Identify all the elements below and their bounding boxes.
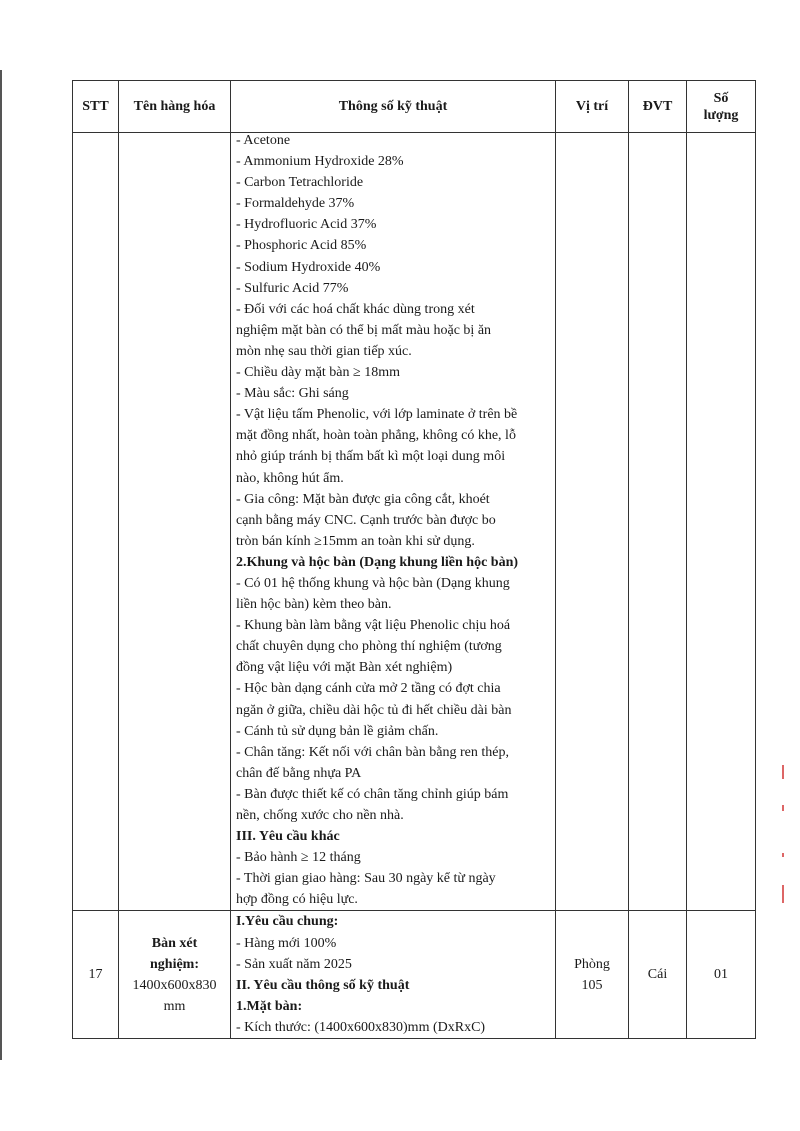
- row1-spec-line: ngăn ở giữa, chiều dài hộc tủ đi hết chiều dài bàn: [236, 702, 512, 718]
- row1-spec: [231, 133, 556, 911]
- table-row: [73, 911, 756, 1039]
- row1-spec-line: - Chiều dày mặt bàn ≥ 18mm: [236, 365, 400, 381]
- row1-spec-line: - Chân tăng: Kết nối với chân bàn bằng ren thép,: [236, 744, 509, 760]
- row2-stt: 17: [73, 911, 119, 1039]
- row1-spec-line: nhỏ giúp tránh bị thấm bất kì một loại dung môi: [236, 449, 506, 465]
- row1-spec-line: tròn bán kính ≥15mm an toàn khi sử dụng.: [236, 533, 475, 549]
- spec-table: [72, 80, 756, 1039]
- row1-spec-line: - Hydrofluoric Acid 37%: [236, 217, 377, 233]
- row2-spec-line: I.Yêu cầu chung:: [236, 914, 339, 930]
- header-qty-line2: lượng: [703, 107, 739, 123]
- row1-location: [556, 133, 629, 911]
- row2-spec: [231, 911, 556, 1039]
- row2-location-line1: Phòng: [574, 956, 610, 972]
- row1-spec-line: chất chuyên dụng cho phòng thí nghiệm (tương: [236, 639, 502, 655]
- row1-spec-line: - Gia công: Mặt bàn được gia công cắt, khoét: [236, 491, 490, 507]
- row2-spec-line: 1.Mặt bàn:: [236, 998, 303, 1014]
- row1-spec-line: mòn nhẹ sau thời gian tiếp xúc.: [236, 343, 412, 359]
- row1-spec-line: - Khung bàn làm bằng vật liệu Phenolic chịu hoá: [236, 618, 511, 634]
- row1-spec-line: - Bàn được thiết kế có chân tăng chỉnh giúp bám: [236, 786, 509, 802]
- row1-spec-line: - Ammonium Hydroxide 28%: [236, 154, 404, 170]
- table-header-row: [73, 81, 756, 133]
- row1-spec-line: hợp đồng có hiệu lực.: [236, 892, 358, 908]
- row1-spec-line: - Có 01 hệ thống khung và hộc bàn (Dạng khung: [236, 575, 510, 591]
- header-spec: Thông số kỹ thuật: [231, 81, 556, 133]
- row2-spec-line: - Kích thước: (1400x600x830)mm (DxRxC): [236, 1019, 486, 1035]
- row2-spec-line: - Hàng mới 100%: [236, 935, 337, 951]
- row1-spec-line: - Formaldehyde 37%: [236, 196, 355, 212]
- row1-spec-line: chân đế bằng nhựa PA: [236, 765, 362, 781]
- row1-spec-line: - Sodium Hydroxide 40%: [236, 259, 381, 275]
- row2-name-line4: mm: [163, 998, 186, 1014]
- row1-spec-line: III. Yêu cầu khác: [236, 829, 340, 845]
- row1-spec-line: - Màu sắc: Ghi sáng: [236, 386, 349, 402]
- row1-spec-line: liền hộc bàn) kèm theo bàn.: [236, 597, 392, 613]
- row2-location-line2: 105: [581, 977, 603, 993]
- header-unit: ĐVT: [629, 81, 687, 133]
- row1-spec-line: - Phosphoric Acid 85%: [236, 238, 367, 254]
- row1-spec-line: - Sulfuric Acid 77%: [236, 280, 349, 296]
- row1-spec-line: - Acetone: [236, 133, 291, 148]
- row1-qty: [687, 133, 756, 911]
- row1-spec-line: - Carbon Tetrachloride: [236, 175, 364, 191]
- header-location: Vị trí: [556, 81, 629, 133]
- row1-spec-line: - Cánh tủ sử dụng bản lề giảm chấn.: [236, 723, 439, 739]
- row2-unit: Cái: [629, 911, 687, 1039]
- header-stt: STT: [73, 81, 119, 133]
- header-qty: [687, 81, 756, 133]
- row2-spec-line: II. Yêu cầu thông số kỹ thuật: [236, 977, 410, 993]
- row1-spec-line: cạnh bằng máy CNC. Cạnh trước bàn được bo: [236, 512, 496, 528]
- row2-qty: 01: [687, 911, 756, 1039]
- row1-spec-line: - Vật liệu tấm Phenolic, với lớp laminate ở trên bề: [236, 407, 518, 423]
- row1-spec-line: 2.Khung và hộc bàn (Dạng khung liền hộc bàn): [236, 554, 519, 570]
- row1-spec-line: nền, chống xước cho nền nhà.: [236, 808, 404, 823]
- row2-name-line1: Bàn xét: [151, 935, 198, 951]
- row2-name: [119, 911, 231, 1039]
- row1-spec-line: mặt đồng nhất, hoàn toàn phẳng, không có khe, lỗ: [236, 428, 516, 444]
- table-row: [73, 133, 756, 911]
- header-qty-line1: Số: [713, 90, 729, 106]
- row1-spec-line: - Thời gian giao hàng: Sau 30 ngày kể từ ngày: [236, 871, 496, 887]
- row1-unit: [629, 133, 687, 911]
- row1-spec-line: nghiệm mặt bàn có thể bị mất màu hoặc bị ăn: [236, 322, 492, 338]
- row1-spec-lines: [236, 130, 550, 910]
- row1-name: [119, 133, 231, 911]
- header-name: Tên hàng hóa: [119, 81, 231, 133]
- page-left-edge-line: [0, 70, 2, 1060]
- row1-stt: [73, 133, 119, 911]
- row1-spec-line: - Hộc bàn dạng cánh cửa mở 2 tầng có đợt chia: [236, 681, 501, 697]
- row1-spec-line: - Bảo hành ≥ 12 tháng: [236, 850, 361, 866]
- row2-location: [556, 911, 629, 1039]
- row1-spec-line: - Đối với các hoá chất khác dùng trong xét: [236, 301, 475, 317]
- row1-spec-line: đồng vật liệu với mặt Bàn xét nghiệm): [236, 660, 453, 676]
- row2-spec-line: - Sản xuất năm 2025: [236, 956, 352, 972]
- row2-name-line2: nghiệm:: [150, 956, 199, 972]
- row2-name-line3: 1400x600x830: [132, 977, 217, 993]
- margin-scan-marks: [782, 765, 792, 915]
- row1-spec-line: nào, không hút ẩm.: [236, 470, 344, 486]
